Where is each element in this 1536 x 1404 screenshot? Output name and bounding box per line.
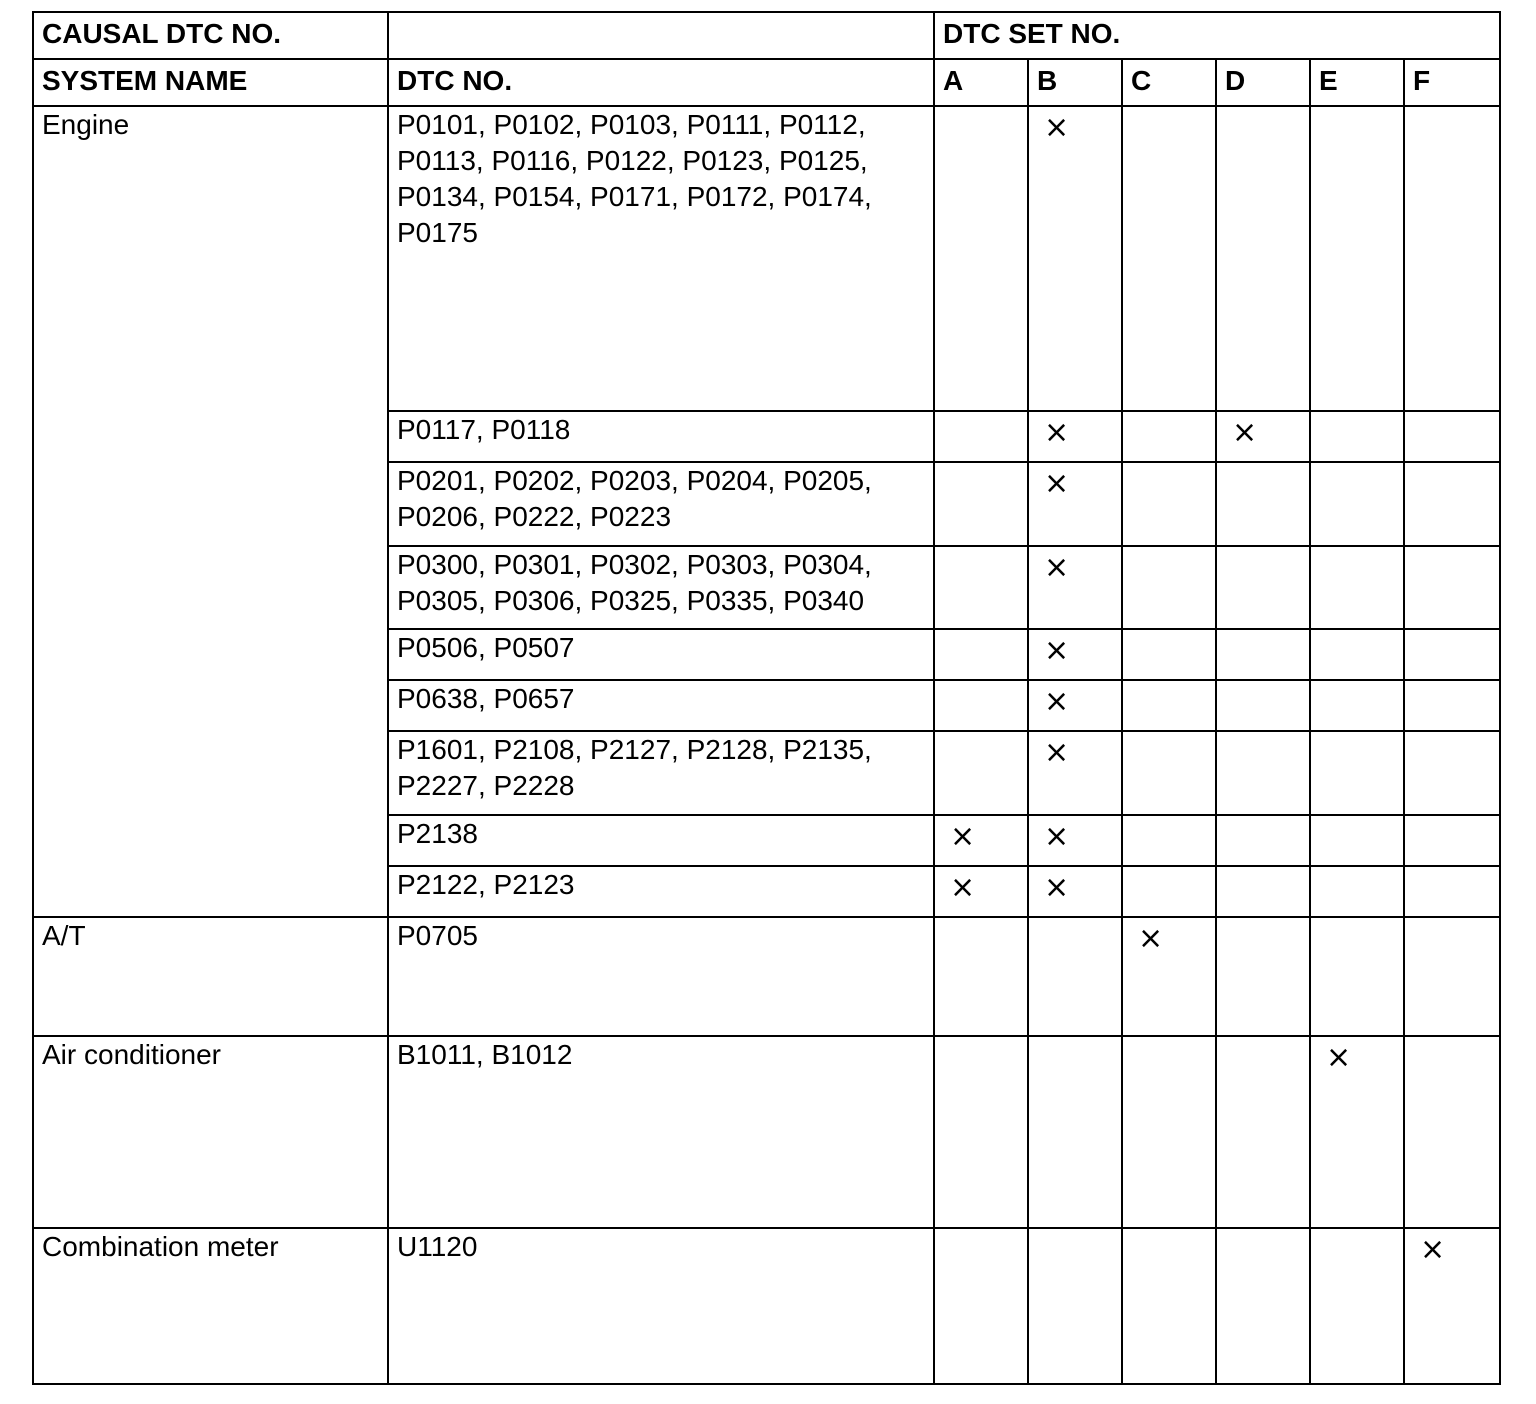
table-row xyxy=(33,106,1500,411)
dtc-set-cell-c xyxy=(1122,629,1216,680)
dtc-set-cell-a xyxy=(934,917,1028,1036)
dtc-set-cell-b xyxy=(1028,462,1122,546)
set-mark: × xyxy=(1044,415,1070,450)
set-mark: × xyxy=(1420,1232,1446,1267)
set-mark: × xyxy=(950,819,976,854)
dtc-set-cell-e xyxy=(1310,106,1404,411)
header-row-2 xyxy=(33,59,1500,106)
dtc-set-cell-b xyxy=(1028,1036,1122,1228)
system-name-cell: Air conditioner xyxy=(33,1036,388,1228)
dtc-codes-cell: P0506, P0507 xyxy=(388,629,934,680)
dtc-codes-cell: P0705 xyxy=(388,917,934,1036)
table-row xyxy=(33,917,1500,1036)
dtc-codes-cell: P0201, P0202, P0203, P0204, P0205, P0206, P0222, P0223 xyxy=(388,462,934,546)
dtc-set-cell-e xyxy=(1310,629,1404,680)
dtc-set-cell-c xyxy=(1122,731,1216,815)
dtc-set-cell-e xyxy=(1310,1036,1404,1228)
dtc-set-cell-f xyxy=(1404,680,1500,731)
dtc-set-cell-a xyxy=(934,411,1028,462)
causal-dtc-header: CAUSAL DTC NO. xyxy=(33,12,388,59)
dtc-codes-cell: P2122, P2123 xyxy=(388,866,934,917)
dtc-set-header: DTC SET NO. xyxy=(934,12,1500,59)
system-name-header: SYSTEM NAME xyxy=(33,59,388,106)
dtc-set-cell-e xyxy=(1310,917,1404,1036)
dtc-set-cell-d xyxy=(1216,462,1310,546)
dtc-set-cell-d xyxy=(1216,106,1310,411)
dtc-set-cell-e xyxy=(1310,1228,1404,1384)
dtc-codes-cell: P2138 xyxy=(388,815,934,866)
dtc-set-cell-a xyxy=(934,546,1028,629)
dtc-set-cell-d xyxy=(1216,546,1310,629)
dtc-set-cell-d xyxy=(1216,629,1310,680)
dtc-codes-cell: U1120 xyxy=(388,1228,934,1384)
dtc-set-cell-c xyxy=(1122,462,1216,546)
dtc-set-cell-e xyxy=(1310,546,1404,629)
set-mark: × xyxy=(950,870,976,905)
dtc-set-cell-b xyxy=(1028,866,1122,917)
dtc-set-cell-a xyxy=(934,629,1028,680)
set-mark: × xyxy=(1044,466,1070,501)
dtc-set-cell-a xyxy=(934,1228,1028,1384)
dtc-no-header: DTC NO. xyxy=(388,59,934,106)
set-mark: × xyxy=(1044,819,1070,854)
set-mark: × xyxy=(1044,110,1070,145)
dtc-codes-cell: P0117, P0118 xyxy=(388,411,934,462)
set-mark: × xyxy=(1044,684,1070,719)
dtc-set-cell-b xyxy=(1028,731,1122,815)
table-body xyxy=(33,106,1500,1384)
dtc-set-cell-d xyxy=(1216,917,1310,1036)
dtc-codes-cell: P0101, P0102, P0103, P0111, P0112, P0113, P0116, P0122, P0123, P0125, P0134, P0154, P0171, P0172, P0174, P0175 xyxy=(388,106,934,411)
system-name-cell: A/T xyxy=(33,917,388,1036)
dtc-set-cell-a xyxy=(934,731,1028,815)
dtc-set-cell-b xyxy=(1028,546,1122,629)
set-mark: × xyxy=(1044,735,1070,770)
set-mark: × xyxy=(1326,1040,1352,1075)
dtc-set-cell-a xyxy=(934,462,1028,546)
system-name-cell: Combination meter xyxy=(33,1228,388,1384)
dtc-table xyxy=(32,11,1501,1385)
dtc-set-cell-d xyxy=(1216,866,1310,917)
dtc-set-cell-e xyxy=(1310,462,1404,546)
col-header-d: D xyxy=(1216,59,1310,106)
dtc-set-cell-b xyxy=(1028,629,1122,680)
dtc-set-cell-f xyxy=(1404,815,1500,866)
set-mark: × xyxy=(1044,550,1070,585)
dtc-set-cell-e xyxy=(1310,866,1404,917)
dtc-set-cell-e xyxy=(1310,680,1404,731)
dtc-set-cell-c xyxy=(1122,546,1216,629)
dtc-codes-cell: P0300, P0301, P0302, P0303, P0304, P0305, P0306, P0325, P0335, P0340 xyxy=(388,546,934,629)
dtc-set-cell-f xyxy=(1404,106,1500,411)
blank-header-cell xyxy=(388,12,934,59)
dtc-set-cell-b xyxy=(1028,411,1122,462)
dtc-set-cell-a xyxy=(934,866,1028,917)
set-mark: × xyxy=(1232,415,1258,450)
dtc-set-cell-c xyxy=(1122,106,1216,411)
dtc-set-cell-b xyxy=(1028,106,1122,411)
dtc-set-cell-a xyxy=(934,106,1028,411)
col-header-a: A xyxy=(934,59,1028,106)
dtc-set-cell-f xyxy=(1404,629,1500,680)
dtc-set-cell-c xyxy=(1122,917,1216,1036)
dtc-set-cell-f xyxy=(1404,1036,1500,1228)
dtc-set-cell-c xyxy=(1122,680,1216,731)
dtc-set-cell-b xyxy=(1028,815,1122,866)
dtc-set-cell-a xyxy=(934,680,1028,731)
col-header-b: B xyxy=(1028,59,1122,106)
dtc-set-cell-e xyxy=(1310,815,1404,866)
dtc-set-cell-f xyxy=(1404,866,1500,917)
header-row-1 xyxy=(33,12,1500,59)
dtc-set-cell-b xyxy=(1028,680,1122,731)
dtc-set-cell-c xyxy=(1122,815,1216,866)
table-row xyxy=(33,1228,1500,1384)
col-header-f: F xyxy=(1404,59,1500,106)
dtc-set-cell-d xyxy=(1216,680,1310,731)
dtc-set-cell-b xyxy=(1028,917,1122,1036)
set-mark: × xyxy=(1044,633,1070,668)
dtc-set-cell-c xyxy=(1122,1228,1216,1384)
dtc-codes-cell: B1011, B1012 xyxy=(388,1036,934,1228)
dtc-set-cell-f xyxy=(1404,1228,1500,1384)
dtc-set-cell-f xyxy=(1404,731,1500,815)
dtc-set-cell-d xyxy=(1216,1036,1310,1228)
dtc-set-cell-a xyxy=(934,1036,1028,1228)
dtc-set-cell-e xyxy=(1310,411,1404,462)
col-header-e: E xyxy=(1310,59,1404,106)
dtc-set-cell-d xyxy=(1216,815,1310,866)
dtc-set-cell-f xyxy=(1404,411,1500,462)
dtc-set-cell-f xyxy=(1404,917,1500,1036)
dtc-set-cell-f xyxy=(1404,546,1500,629)
dtc-set-cell-a xyxy=(934,815,1028,866)
dtc-codes-cell: P1601, P2108, P2127, P2128, P2135, P2227, P2228 xyxy=(388,731,934,815)
dtc-set-cell-d xyxy=(1216,731,1310,815)
dtc-set-cell-c xyxy=(1122,411,1216,462)
dtc-set-cell-c xyxy=(1122,1036,1216,1228)
dtc-set-cell-c xyxy=(1122,866,1216,917)
set-mark: × xyxy=(1138,921,1164,956)
system-name-cell: Engine xyxy=(33,106,388,917)
dtc-set-cell-d xyxy=(1216,1228,1310,1384)
col-header-c: C xyxy=(1122,59,1216,106)
dtc-set-cell-b xyxy=(1028,1228,1122,1384)
set-mark: × xyxy=(1044,870,1070,905)
dtc-codes-cell: P0638, P0657 xyxy=(388,680,934,731)
dtc-set-cell-e xyxy=(1310,731,1404,815)
dtc-set-cell-d xyxy=(1216,411,1310,462)
table-row xyxy=(33,1036,1500,1228)
dtc-set-cell-f xyxy=(1404,462,1500,546)
